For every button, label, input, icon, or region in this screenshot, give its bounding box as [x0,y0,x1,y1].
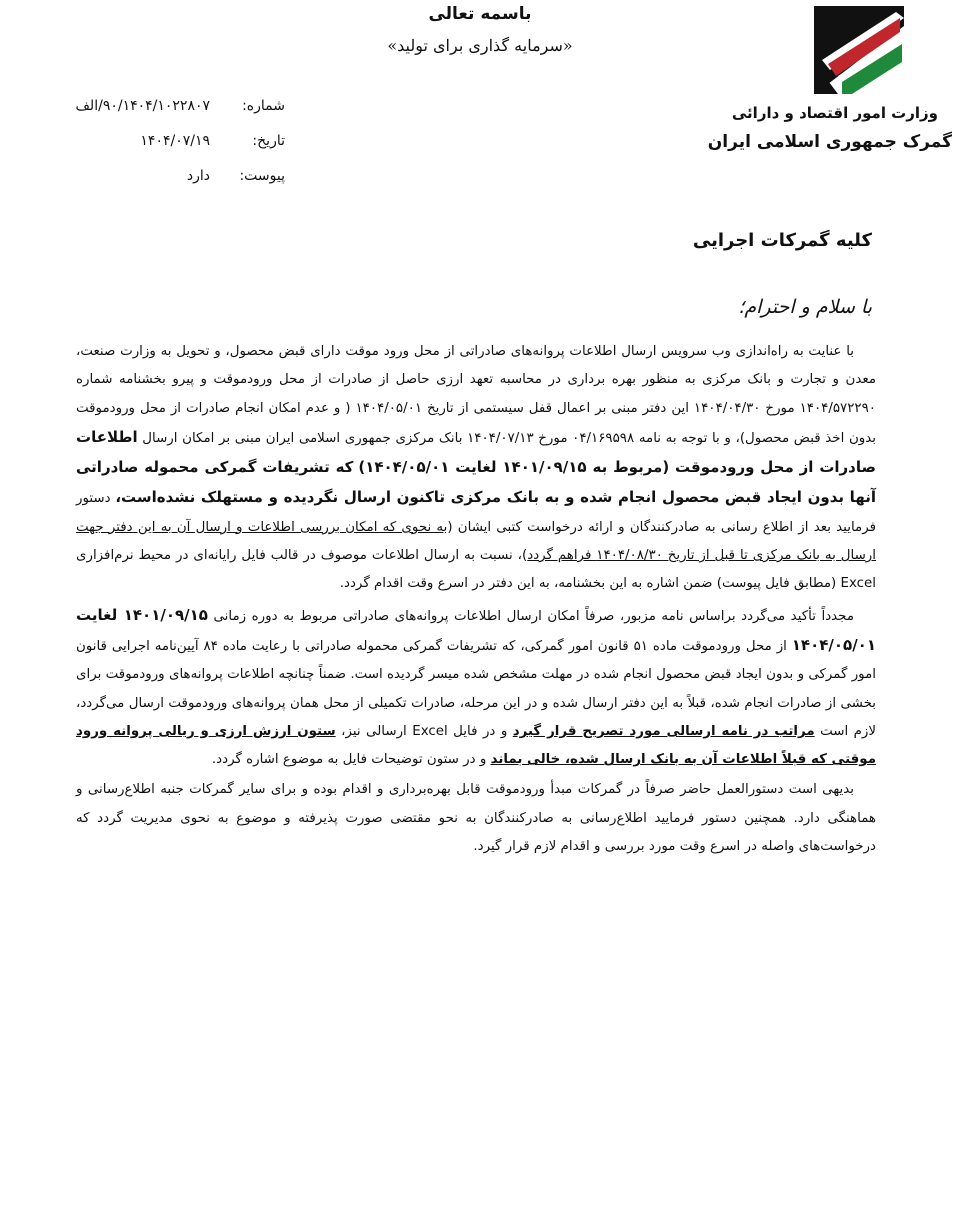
p2-text-4: و در ستون توضیحات فایل به موضوع اشاره گردد. [211,752,491,768]
number-label: شماره: [242,98,285,114]
customs-logo-icon [808,2,910,97]
attachment-value: دارد [186,168,210,184]
p2-underlined-note-2: ستون ارزش ارزی و ریالی پروانه ورود موقتی که قبلاً اطلاعات آن به بانک ارسال شده، خالی بماند [76,723,876,768]
p1-bold-period: اطلاعات صادرات از محل ورودموقت (مربوط به ۱۴۰۱/۰۹/۱۵ لغایت ۱۴۰۴/۰۵/۰۱) [76,427,876,477]
paragraph-2 [76,601,876,775]
p2-text-1: مجدداً تأکید می‌گردد براساس نامه مزبور، صرفاً امکان ارسال اطلاعات پروانه‌های صادراتی مربوط به دوره زمانی [207,608,854,624]
number-value: ۹۰/۱۴۰۴/۱۰۲۲۸۰۷/الف [75,98,210,114]
paragraph-3: بدیهی است دستورالعمل حاضر صرفاً در گمرکات مبدأ ورودموقت قابل بهره‌برداری و اقدام بوده و برای سایر گمرکات جنبه اطلاع‌رسانی و هماهنگی دارد. همچنین دستور فرمایید اطلاع‌رسانی به صادرکنندگان به نحو مقتضی صورت پذیرفته و موضوع به نحوی مدیریت گردد که درخواست‌های واصله در اسرع وقت مورد بررسی و اقدام لازم قرار گیرد. [76,782,876,855]
p2-bold-period: ۱۴۰۱/۰۹/۱۵ لغایت ۱۴۰۴/۰۵/۰۱ [76,605,876,654]
p1-text-3: )، نسبت به ارسال اطلاعات موصوف در قالب فایل رایانه‌ای در محیط نرم‌افزاری Excel (مطابق فایل پیوست) ضمن اشاره به این بخشنامه، به این دفتر در اسرع وقت اقدام گردد. [76,548,876,592]
header-slogan: «سرمایه گذاری برای تولید» [387,36,573,55]
date-label: تاریخ: [252,133,285,149]
organization-name: گمرک جمهوری اسلامی ایران [707,132,952,152]
date-value: ۱۴۰۴/۰۷/۱۹ [140,133,210,149]
p2-text-2: از محل ورودموقت ماده ۵۱ قانون امور گمرکی، که تشریفات گمرکی محموله صادراتی با رعایت ماده ۸۴ آیین‌نامه اجرایی قانون امور گمرکی و بدون ایجاد قبض محصول انجام شده در مهلت مشخص شده میسر گردیده است. ضمناً چنانچه اطلاعات پروانه‌های ورودموقت برای بخشی از صادرات انجام شده، قبلاً به این دفتر ارسال شده و در این مرحله، صادرات تکمیلی از محل همان پروانه‌های ورودموقت ارسال می‌گردد، لازم است [76,638,877,739]
p2-underlined-note-1: مراتب در نامه ارسالی مورد تصریح قرار گیرد [512,723,815,739]
p1-underlined-deadline: به نحوی که امکان بررسی اطلاعات و ارسال آن به این دفتر جهت ارسال به بانک مرکزی تا قبل از تاریخ ۱۴۰۴/۰۸/۳۰ فراهم گردد [76,519,876,564]
header-title: باسمه تعالی [428,4,532,24]
p1-text-2: دستور فرمایید بعد از اطلاع رسانی به صادرکنندگان و ارائه درخواست کتبی ایشان ( [76,491,876,535]
paragraph-1 [76,338,876,599]
p1-text-1: با عنایت به راه‌اندازی وب سرویس ارسال اطلاعات پروانه‌های صادراتی از محل ورود موقت دارای قبض محصول، و تحویل به وزارت صنعت، معدن و تجارت و بانک مرکزی به منظور بهره برداری در محاسبه تعهد ارزی حاصل از صادرات از محل ورودموقت و پیرو بخشنامه شماره ۱۴۰۴/۵۷۲۲۹۰ مورخ ۱۴۰۴/۰۴/۳۰ این دفتر مبنی بر اعمال قفل سیستمی از تاریخ ۱۴۰۴/۰۵/۰۱ ( و عدم امکان انجام صادرات از محل ورودموقت بدون اخذ قبض محصول)، و با توجه به نامه ۰۴/۱۶۹۵۹۸ مورخ ۱۴۰۴/۰۷/۱۳ بانک مرکزی جمهوری اسلامی ایران مبنی بر امکان ارسال [76,344,877,446]
p2-text-3: و در فایل Excel ارسالی نیز، [335,723,513,739]
p1-bold-statement: که تشریفات گمرکی محموله صادراتی آنها بدون ایجاد قبض محصول انجام شده و به بانک مرکزی تاکنون ارسال نگردیده و مستهلک نشده‌است، [76,458,876,507]
attachment-label: پیوست: [239,168,285,184]
recipient: کلیه گمرکات اجرایی [692,230,872,251]
ministry-name: وزارت امور اقتصاد و دارائی [731,104,938,122]
salutation: با سلام و احترام؛ [738,296,872,318]
letter-body [76,338,876,861]
